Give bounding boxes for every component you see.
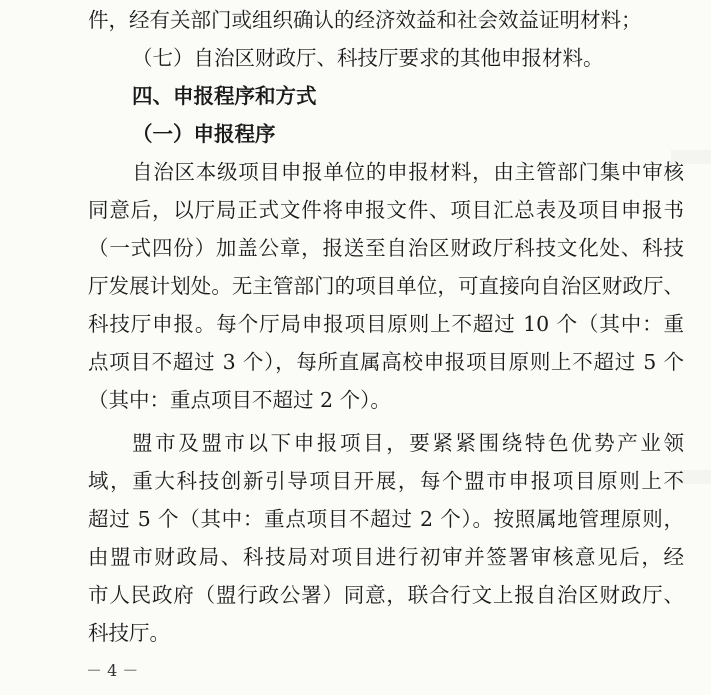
paragraph-line-17: 科技厅。 [88, 621, 170, 645]
scan-artifact [671, 150, 711, 164]
paragraph-line-8: 厅发展计划处。无主管部门的项目单位，可直接向自治区财政厅、 [88, 274, 684, 298]
paragraph-line-12: 盟市及盟市以下申报项目，要紧紧围绕特色优势产业领 [132, 431, 684, 455]
paragraph-line-5: 自治区本级项目申报单位的申报材料，由主管部门集中审核 [132, 160, 684, 184]
scan-artifact [671, 470, 711, 484]
paragraph-line-10: 点项目不超过 3 个），每所直属高校申报项目原则上不超过 5 个 [88, 350, 684, 374]
paragraph-line-16: 市人民政府（盟行政公署）同意，联合行文上报自治区财政厅、 [88, 583, 684, 607]
paragraph-line-1: 件，经有关部门或组织确认的经济效益和社会效益证明材料； [88, 8, 642, 32]
paragraph-line-7: （一式四份）加盖公章，报送至自治区财政厅科技文化处、科技 [88, 236, 684, 260]
paragraph-line-15: 由盟市财政局、科技局对项目进行初审并签署审核意见后，经 [88, 545, 684, 569]
section-heading: 四、申报程序和方式 [132, 84, 317, 108]
paragraph-line-13: 域，重大科技创新引导项目开展，每个盟市申报项目原则上不 [88, 469, 684, 493]
paragraph-line-14: 超过 5 个（其中：重点项目不超过 2 个）。按照属地管理原则， [88, 507, 684, 531]
paragraph-line-11: （其中：重点项目不超过 2 个）。 [88, 388, 391, 412]
page-number: － 4 － [86, 661, 139, 680]
paragraph-line-6: 同意后，以厅局正式文件将申报文件、项目汇总表及项目申报书 [88, 198, 684, 222]
subsection-heading: （一）申报程序 [132, 122, 276, 146]
paragraph-line-9: 科技厅申报。每个厅局申报项目原则上不超过 10 个（其中：重 [88, 312, 684, 336]
list-item-seven: （七）自治区财政厅、科技厅要求的其他申报材料。 [132, 46, 604, 70]
